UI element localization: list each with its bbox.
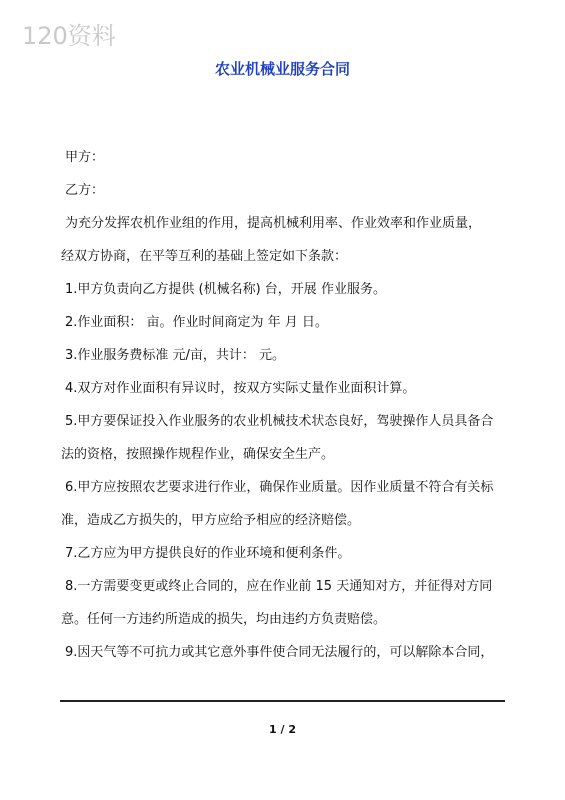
party-b-line: 乙方：	[65, 183, 105, 198]
clause-3: 3.作业服务费标准 元/亩，共计： 元。	[65, 348, 286, 363]
clause-1: 1.甲方负责向乙方提供 (机械名称) 台，开展 作业服务。	[65, 282, 386, 297]
watermark-logo: 120资料	[22, 22, 116, 50]
clause-5-line-1: 5.甲方要保证投入作业服务的农业机械技术状态良好，驾驶操作人员具备合	[65, 414, 494, 429]
party-a-line: 甲方：	[65, 150, 105, 165]
document-title: 农业机械业服务合同	[214, 60, 350, 78]
footer-divider	[60, 700, 505, 702]
preamble-line-2: 经双方协商，在平等互利的基础上签定如下条款：	[61, 249, 348, 264]
clause-8-line-2: 意。任何一方违约所造成的损失，均由违约方负责赔偿。	[61, 612, 387, 627]
clause-2: 2.作业面积： 亩。作业时间商定为 年 月 日。	[65, 315, 328, 330]
clause-7: 7.乙方应为甲方提供良好的作业环境和便利条件。	[65, 546, 351, 561]
clause-9-line-1: 9.因天气等不可抗力或其它意外事件使合同无法履行的，可以解除本合同，	[65, 645, 494, 660]
clause-5-line-2: 法的资格，按照操作规程作业，确保安全生产。	[61, 447, 335, 462]
clause-8-line-1: 8.一方需要变更或终止合同的，应在作业前 15 天通知对方，并征得对方同	[65, 579, 493, 594]
clause-4: 4.双方对作业面积有异议时，按双方实际丈量作业面积计算。	[65, 381, 416, 396]
preamble-line-1: 为充分发挥农机作业组的作用，提高机械利用率、作业效率和作业质量，	[65, 216, 482, 231]
page-number: 1 / 2	[269, 723, 296, 736]
document-body	[61, 141, 506, 669]
clause-6-line-2: 准，造成乙方损失的，甲方应给予相应的经济赔偿。	[61, 513, 361, 528]
clause-6-line-1: 6.甲方应按照农艺要求进行作业，确保作业质量。因作业质量不符合有关标	[65, 480, 494, 495]
